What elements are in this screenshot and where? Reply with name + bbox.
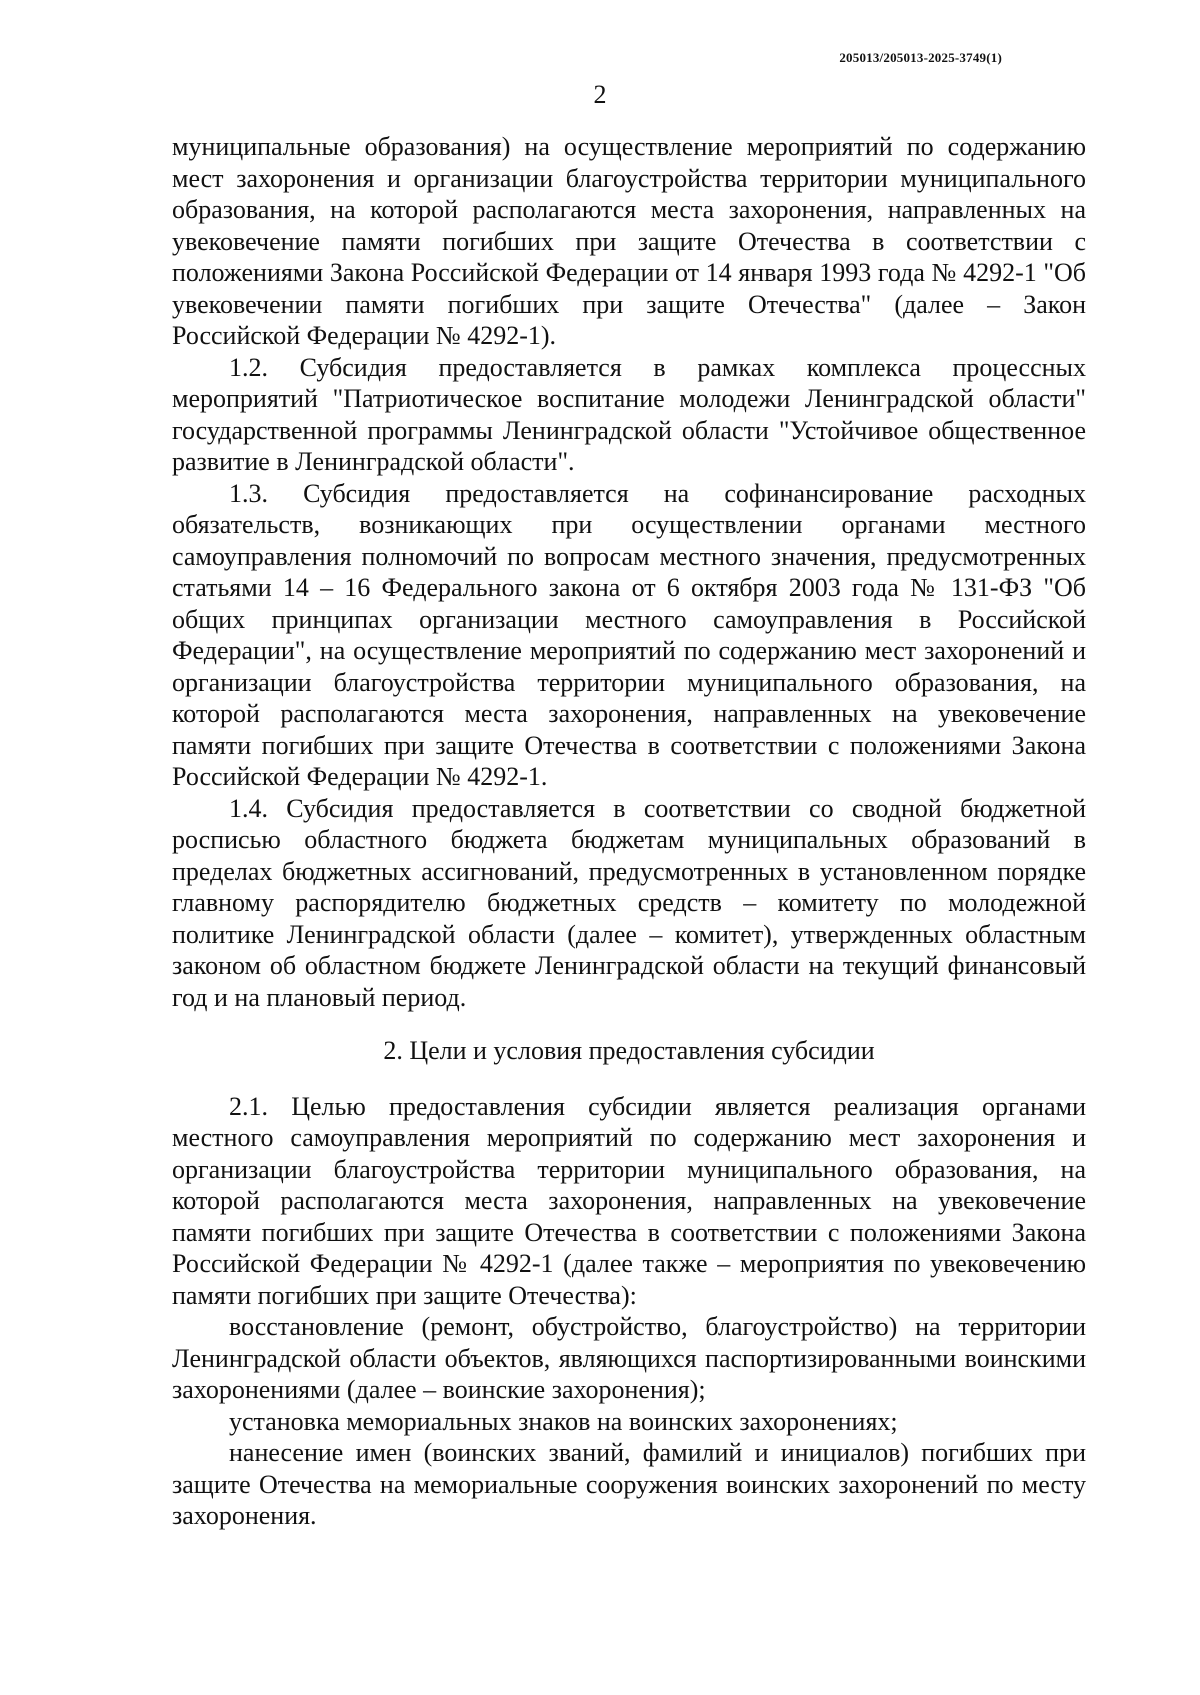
- paragraph-continuation: муниципальные образования) на осуществление мероприятий по содержанию мест захоронения и организации благоустройства территории муниципального образования, на которой располагаются места захоронения, направленных на увековечение памяти погибших при защите Отечества в соответствии с положениями Закона Российской Федерации от 14 января 1993 года № 4292-1 "Об увековечении памяти погибших при защите Отечества" (далее – Закон Российской Федерации № 4292-1).: [172, 132, 1086, 350]
- document-id: 205013/205013-2025-3749(1): [839, 50, 1002, 65]
- list-item-memorial-signs: установка мемориальных знаков на воинских захоронениях;: [229, 1406, 898, 1436]
- paragraph-1-4: 1.4. Субсидия предоставляется в соответствии со сводной бюджетной росписью областного бюджета бюджетам муниципальных образований в пределах бюджетных ассигнований, предусмотренных в установленном порядке главному распорядителю бюджетных средств – комитету по молодежной политике Ленинградской области (далее – комитет), утвержденных областным законом об областном бюджете Ленинградской области на текущий финансовый год и на плановый период.: [172, 793, 1086, 1012]
- list-item-restoration: восстановление (ремонт, обустройство, благоустройство) на территории Ленинградской области объектов, являющихся паспортизированными воинскими захоронениями (далее – воинские захоронения);: [172, 1312, 1086, 1404]
- section-title: 2. Цели и условия предоставления субсидии: [383, 1036, 875, 1065]
- page-number: 2: [593, 80, 607, 109]
- document-body: [172, 131, 1086, 1532]
- paragraph-2-1: 2.1. Целью предоставления субсидии является реализация органами местного самоуправления мероприятий по содержанию мест захоронения и организации благоустройства территории муниципального образования, на которой располагаются места захоронения, направленных на увековечение памяти погибших при защите Отечества в соответствии с положениями Закона Российской Федерации № 4292-1 (далее также – мероприятия по увековечению памяти погибших при защите Отечества):: [172, 1091, 1086, 1310]
- paragraph-1-3: 1.3. Субсидия предоставляется на софинансирование расходных обязательств, возникающих при осуществлении органами местного самоуправления полномочий по вопросам местного значения, предусмотренных статьями 14 – 16 Федерального закона от 6 октября 2003 года № 131-ФЗ "Об общих принципах организации местного самоуправления в Российской Федерации", на осуществление мероприятий по содержанию мест захоронений и организации благоустройства территории муниципального образования, на которой располагаются места захоронения, направленных на увековечение памяти погибших при защите Отечества в соответствии с положениями Закона Российской Федерации № 4292-1.: [172, 478, 1086, 791]
- list-item-names: нанесение имен (воинских званий, фамилий и инициалов) погибших при защите Отечества на мемориальные сооружения воинских захоронений по месту захоронения.: [172, 1438, 1086, 1530]
- paragraph-1-2: 1.2. Субсидия предоставляется в рамках комплекса процессных мероприятий "Патриотическое воспитание молодежи Ленинградской области" государственной программы Ленинградской области "Устойчивое общественное развитие в Ленинградской области".: [172, 352, 1086, 476]
